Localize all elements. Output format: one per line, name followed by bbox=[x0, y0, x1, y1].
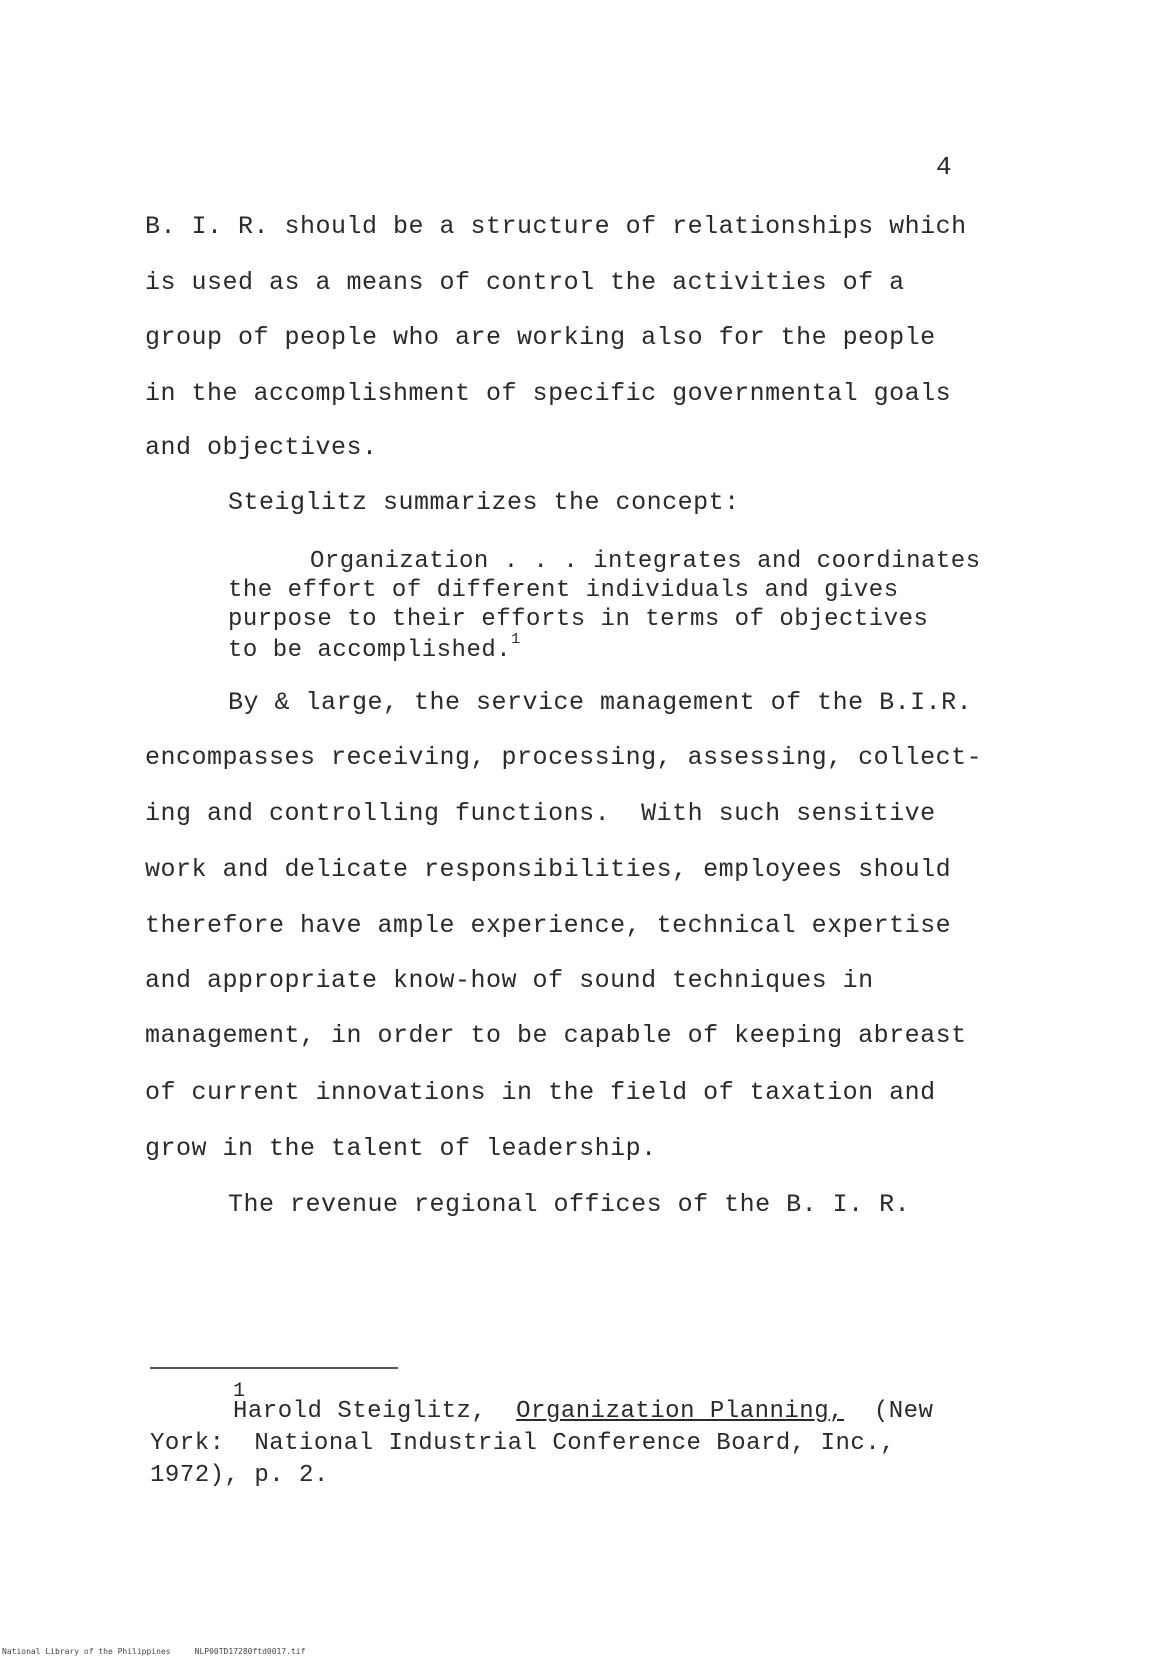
quote-line: the effort of different individuals and gives bbox=[228, 577, 899, 604]
footnote-line-2: York: National Industrial Conference Board, Inc., bbox=[150, 1430, 896, 1457]
quote-last-text: to be accomplished. bbox=[228, 637, 512, 664]
footnote-marker: 1 bbox=[233, 1380, 246, 1403]
quote-line: Organization . . . integrates and coordinates bbox=[310, 548, 981, 575]
paragraph-1-line: and objectives. bbox=[145, 433, 378, 462]
paragraph-2-line: and appropriate know-how of sound techniques in bbox=[145, 966, 874, 995]
paragraph-1-line: is used as a means of control the activities of a bbox=[145, 268, 905, 297]
library-credit: National Library of the Philippines NLP00TD17280ftd0017.tif bbox=[2, 1647, 306, 1656]
paragraph-1-line: B. I. R. should be a structure of relationships which bbox=[145, 212, 967, 241]
footnote-line1-tail: (New bbox=[873, 1398, 934, 1425]
paragraph-2-line: grow in the talent of leadership. bbox=[145, 1134, 657, 1163]
paragraph-2-line: management, in order to be capable of keeping abreast bbox=[145, 1021, 967, 1050]
quote-line: purpose to their efforts in terms of objectives bbox=[228, 606, 929, 633]
footnote-line-1 bbox=[233, 1398, 933, 1425]
paragraph-1-line: in the accomplishment of specific governmental goals bbox=[145, 379, 952, 408]
page-number: 4 bbox=[936, 152, 952, 182]
footnote-reference: 1 bbox=[511, 631, 521, 648]
quote-line-last bbox=[228, 631, 521, 664]
footnote-line-3: 1972), p. 2. bbox=[150, 1462, 329, 1489]
paragraph-1-line: group of people who are working also for the people bbox=[145, 323, 936, 352]
footnote-title: Organization Planning, bbox=[516, 1398, 845, 1425]
paragraph-2-line: work and delicate responsibilities, employees should bbox=[145, 855, 952, 884]
paragraph-2-line: of current innovations in the field of taxation and bbox=[145, 1078, 936, 1107]
footnote-divider bbox=[150, 1367, 398, 1369]
paragraph-2-line: therefore have ample experience, technical expertise bbox=[145, 911, 952, 940]
quote-intro: Steiglitz summarizes the concept: bbox=[228, 488, 740, 517]
paragraph-2-line: encompasses receiving, processing, assessing, collect- bbox=[145, 743, 983, 772]
paragraph-2-line: By & large, the service management of the B.I.R. bbox=[228, 688, 973, 717]
paragraph-2-line: ing and controlling functions. With such sensitive bbox=[145, 799, 936, 828]
paragraph-3-line: The revenue regional offices of the B. I. R. bbox=[228, 1190, 911, 1219]
footnote-author: Harold Steiglitz, bbox=[233, 1398, 487, 1425]
